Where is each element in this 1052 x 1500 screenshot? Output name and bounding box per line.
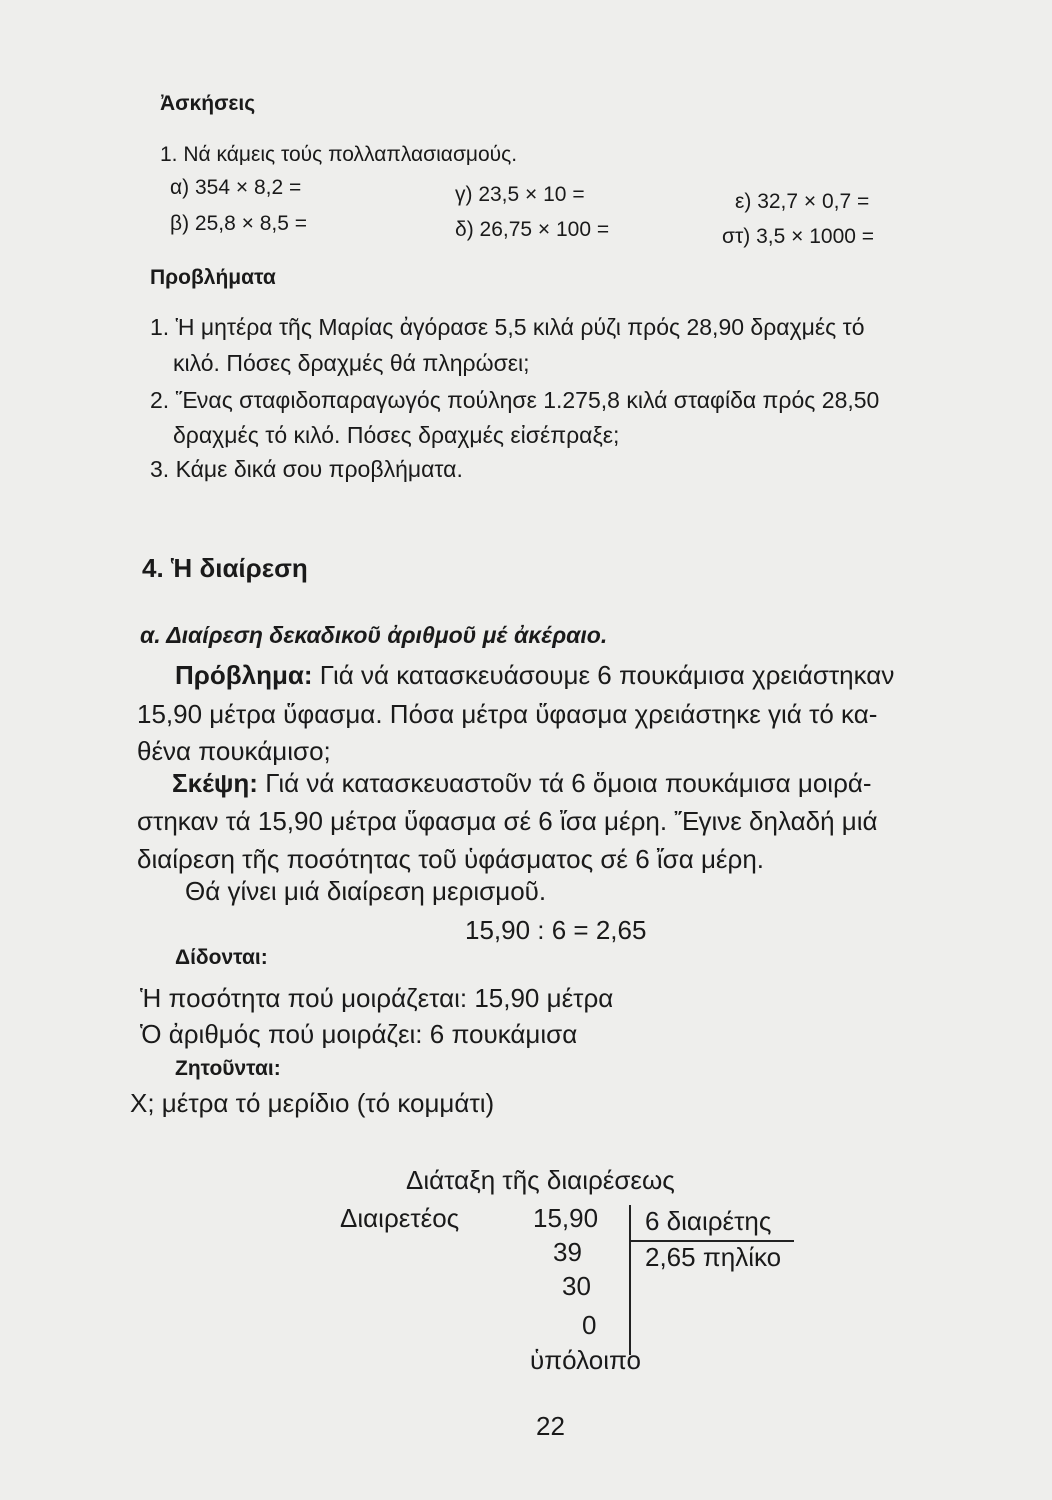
exercise-op-st: στ) 3,5 × 1000 = [722,225,875,248]
problem-line-3: θένα πουκάμισο; [137,736,331,766]
thought-line-1 [172,768,872,799]
thought-line-3: διαίρεση τῆς ποσότητας τοῦ ὑφάσματος σέ 6 ἴσα μέρη. [137,844,764,874]
wanted-line-1: Χ; μέτρα τό μερίδιο (τό κομμάτι) [130,1088,495,1118]
quotient-label: 2,65 πηλίκο [645,1242,782,1272]
thought-line-2: στηκαν τά 15,90 μέτρα ὕφασμα σέ 6 ἴσα μέρη. Ἔγινε δηλαδή μιά [137,806,878,836]
division-remainder: 0 [582,1310,597,1340]
problem-line-1-text: Γιά νά κατασκευάσουμε 6 πουκάμισα χρειάστηκαν [312,660,895,690]
thought-line-1-text: Γιά νά κατασκευαστοῦν τά 6 ὅμοια πουκάμισα μοιρά- [257,768,872,798]
problem-1-line-2: κιλό. Πόσες δραχμές θά πληρώσει; [173,350,530,376]
given-line-1: Ἡ ποσότητα πού μοιράζεται: 15,90 μέτρα [140,983,614,1013]
exercise-op-e: ε) 32,7 × 0,7 = [735,190,870,213]
problems-heading: Προβλήματα [150,266,276,289]
problem-1-line-1: 1. Ἡ μητέρα τῆς Μαρίας ἀγόρασε 5,5 κιλά ρύζι πρός 28,90 δραχμές τό [150,314,865,340]
dividend-value: 15,90 [533,1203,599,1233]
thought-label: Σκέψη: [172,768,258,798]
remainder-label: ὑπόλοιπο [530,1345,641,1375]
section-title: 4. Ἡ διαίρεση [142,553,308,583]
dividend-label: Διαιρετέος [340,1203,460,1233]
thought-line-4: Θά γίνει μιά διαίρεση μερισμοῦ. [185,876,547,906]
divisor-label: 6 διαιρέτης [645,1206,772,1236]
problem-label: Πρόβλημα: [175,660,313,690]
section-subtitle: α. Διαίρεση δεκαδικοῦ ἀριθμοῦ μέ ἀκέραιο. [140,622,608,648]
exercise-op-a: α) 354 × 8,2 = [170,176,302,199]
exercise-op-b: β) 25,8 × 8,5 = [170,212,308,235]
problem-2-line-1: 2. Ἕνας σταφιδοπαραγωγός πούλησε 1.275,8 κιλά σταφίδα πρός 28,50 [150,387,880,413]
page-number: 22 [536,1411,565,1441]
exercises-heading: Ἀσκήσεις [160,92,256,115]
problem-line-2: 15,90 μέτρα ὕφασμα. Πόσα μέτρα ὕφασμα χρειάστηκε γιά τό κα- [137,699,878,729]
problem-2-line-2: δραχμές τό κιλό. Πόσες δραχμές εἰσέπραξε; [173,422,620,448]
division-step-2: 30 [562,1271,591,1301]
given-line-2: Ὁ ἀριθμός πού μοιράζει: 6 πουκάμισα [140,1019,578,1049]
wanted-heading: Ζητοῦνται: [175,1057,281,1080]
division-vertical-line [629,1205,631,1355]
exercise-1-text: 1. Νά κάμεις τούς πολλαπλασιασμούς. [160,143,518,166]
division-layout-title: Διάταξη τῆς διαιρέσεως [406,1165,675,1195]
problem-3: 3. Κάμε δικά σου προβλήματα. [150,456,463,482]
problem-line-1 [175,660,894,691]
exercise-op-d: δ) 26,75 × 100 = [455,218,610,241]
division-step-1: 39 [553,1237,582,1267]
division-equation: 15,90 : 6 = 2,65 [465,915,647,945]
exercise-op-g: γ) 23,5 × 10 = [455,183,585,206]
given-heading: Δίδονται: [175,946,268,969]
